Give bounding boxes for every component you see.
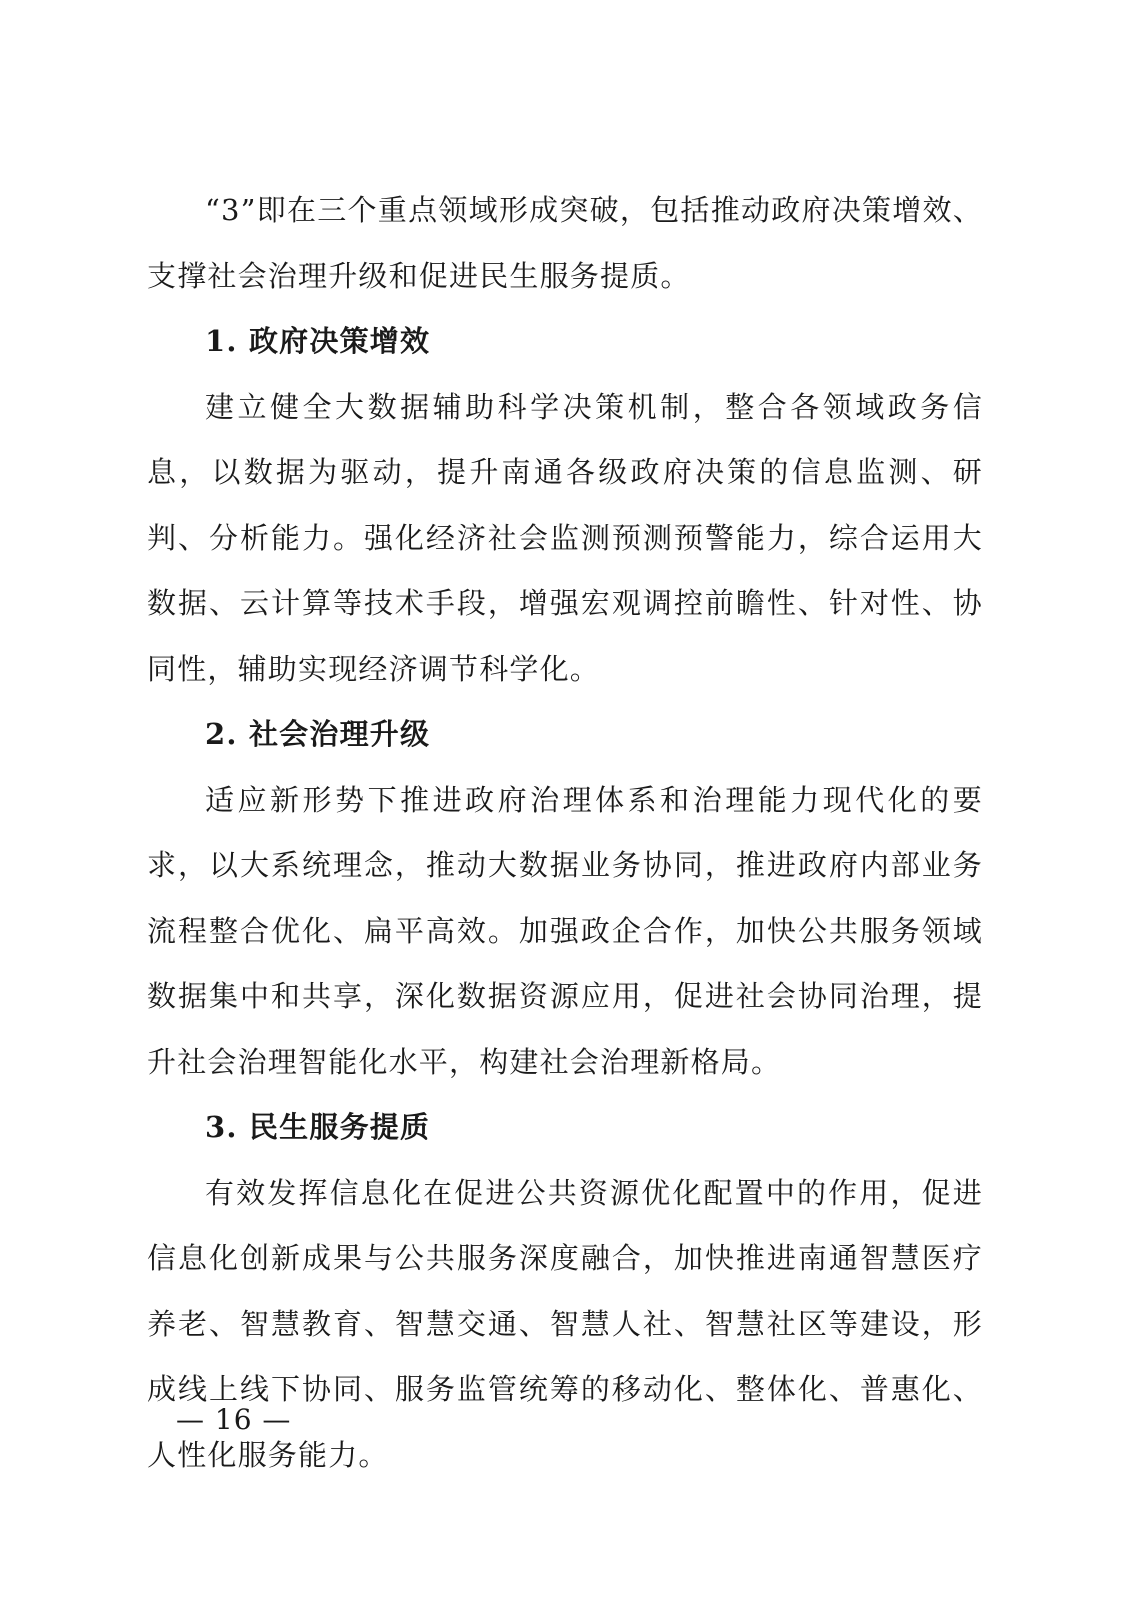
- page-number: — 16 —: [176, 1403, 292, 1436]
- page-body: [147, 178, 983, 1488]
- section-heading-1: 1. 政府决策增效: [205, 324, 431, 358]
- section-body-1: 建立健全大数据辅助科学决策机制，整合各领域政务信息，以数据为驱动，提升南通各级政府决策的信息监测、研判、分析能力。强化经济社会监测预测预警能力，综合运用大数据、云计算等技术手段，增强宏观调控前瞻性、针对性、协同性，辅助实现经济调节科学化。: [147, 389, 983, 686]
- intro-paragraph: “3”即在三个重点领域形成突破，包括推动政府决策增效、支撑社会治理升级和促进民生服务提质。: [147, 193, 983, 293]
- section-heading-3: 3. 民生服务提质: [205, 1110, 431, 1144]
- section-body-2: 适应新形势下推进政府治理体系和治理能力现代化的要求，以大系统理念，推动大数据业务协同，推进政府内部业务流程整合优化、扁平高效。加强政企合作，加快公共服务领域数据集中和共享，深化数据资源应用，促进社会协同治理，提升社会治理智能化水平，构建社会治理新格局。: [147, 782, 983, 1079]
- section-heading-2: 2. 社会治理升级: [205, 717, 431, 751]
- section-body-3: 有效发挥信息化在促进公共资源优化配置中的作用，促进信息化创新成果与公共服务深度融合，加快推进南通智慧医疗养老、智慧教育、智慧交通、智慧人社、智慧社区等建设，形成线上线下协同、服务监管统筹的移动化、整体化、普惠化、人性化服务能力。: [147, 1175, 983, 1472]
